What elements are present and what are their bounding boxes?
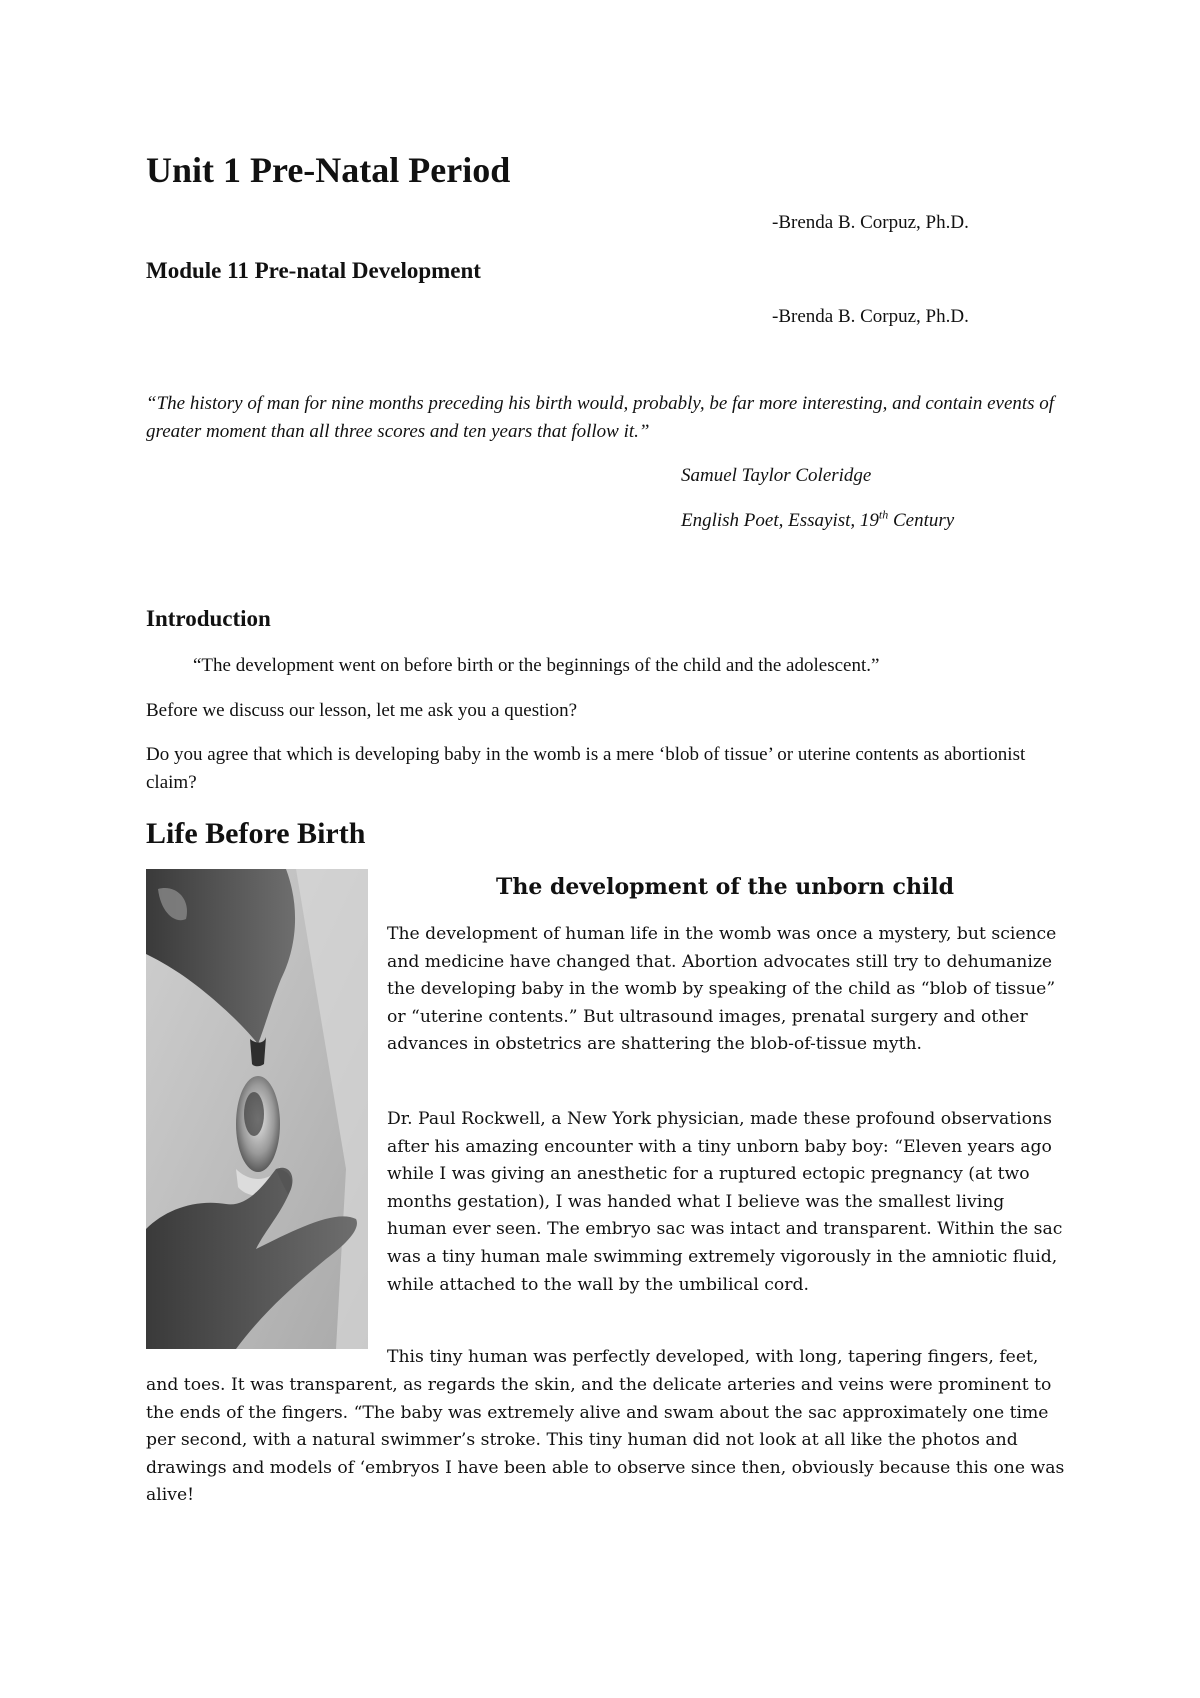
body-paragraph: The development of human life in the womb was once a mystery, but science and medicine have changed that. Abortion advocates still try to dehumanize the developing baby in the womb by speaking of the child as “blob of tissue” or “uterine contents.” But ultrasound images, prenatal surgery and other advances in obstetrics are shattering the blob-of-tissue myth. xyxy=(387,924,1057,1055)
unit-author: -Brenda B. Corpuz, Ph.D. xyxy=(772,212,969,233)
introduction-heading: Introduction xyxy=(146,606,271,631)
module-title: Module 11 Pre-natal Development xyxy=(146,258,481,283)
module-author: -Brenda B. Corpuz, Ph.D. xyxy=(772,306,969,327)
description-superscript: th xyxy=(878,507,889,522)
life-before-birth-heading: Life Before Birth xyxy=(146,817,366,850)
epigraph-author: Samuel Taylor Coleridge xyxy=(681,465,872,486)
embryo-sac-photo xyxy=(146,869,368,1349)
unit-title: Unit 1 Pre-Natal Period xyxy=(146,150,511,190)
body-paragraph: Dr. Paul Rockwell, a New York physician, made these profound observations after his amazing encounter with a tiny unborn baby boy: “Eleven years ago while I was giving an anesthetic for a ruptured ectopic pregnancy (at two months gestation), I was handed what I believe was the smallest living human ever seen. The embryo sac was intact and transparent. Within the sac was a tiny human male swimming extremely vigorously in the amniotic fluid, while attached to the wall by the umbilical cord. xyxy=(387,1109,1063,1295)
introduction-paragraph: “The development went on before birth or the beginnings of the child and the adolescent.” xyxy=(193,655,880,676)
introduction-paragraph: Before we discuss our lesson, let me ask you a question? xyxy=(146,700,578,721)
description-suffix: Century xyxy=(888,510,955,531)
description-prefix: English Poet, Essayist, 19 xyxy=(681,510,879,531)
body-paragraph-first-line: This tiny human was perfectly developed, with long, tapering fingers, feet, xyxy=(387,1347,1039,1367)
epigraph-quote: “The history of man for nine months preceding his birth would, probably, be far more interesting, and contain events of greater moment than all three scores and ten years that follow it.” xyxy=(146,393,1055,442)
subsection-heading: The development of the unborn child xyxy=(495,874,955,900)
introduction-paragraph: Do you agree that which is developing baby in the womb is a mere ‘blob of tissue’ or uterine contents as abortionist claim? xyxy=(146,744,1026,793)
body-paragraph-continuation: and toes. It was transparent, as regards the skin, and the delicate arteries and veins were prominent to the ends of the fingers. “The baby was extremely alive and swam about the sac approximately one time per second, with a natural swimmer’s stroke. This tiny human did not look at all like the photos and drawings and models of ‘embryos I have been able to observe since then, obviously because this one was alive! xyxy=(146,1375,1065,1506)
epigraph-author-description xyxy=(681,509,954,533)
